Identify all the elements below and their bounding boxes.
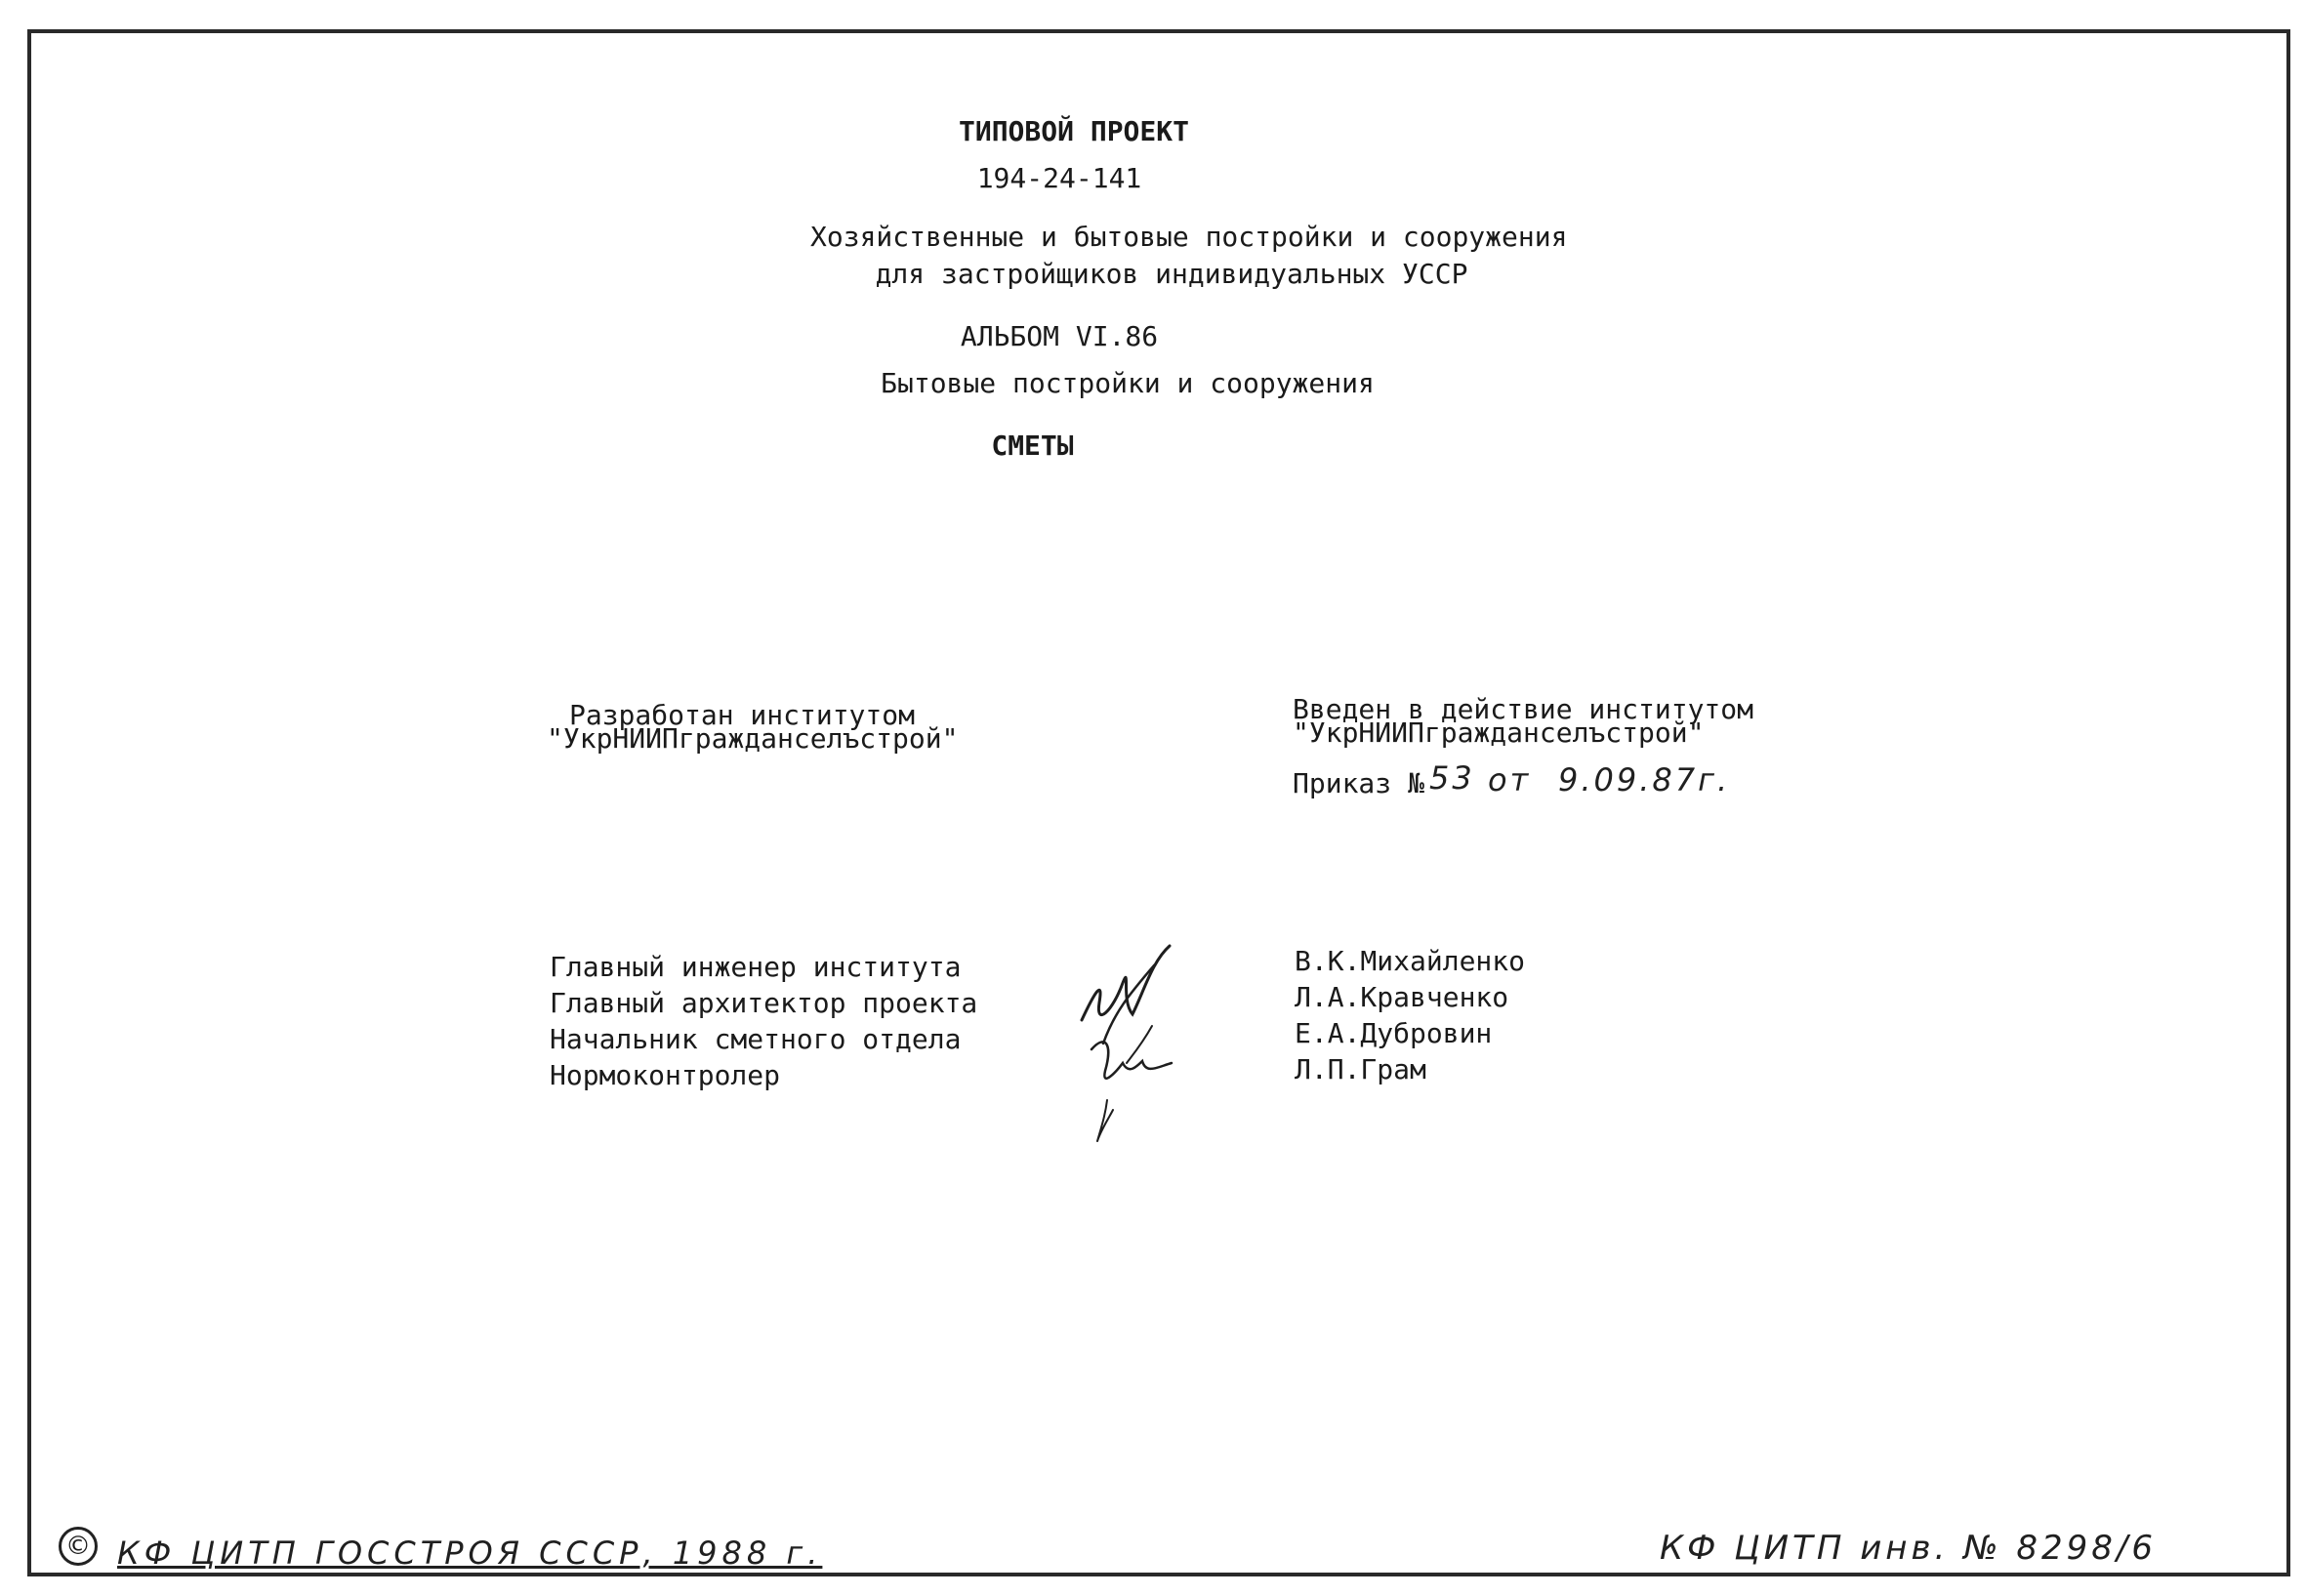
signature-estimate-head <box>1084 1020 1181 1147</box>
order-label: Приказ № <box>1293 767 1424 799</box>
developed-by-institute: "УкрНИИПгражданселъстрой" <box>547 722 959 755</box>
project-title-line1: Хозяйственные и бытовые постройки и сооружения <box>810 221 1568 253</box>
role-norm-controller: Нормоконтролер <box>550 1059 781 1091</box>
order-number: 53 <box>1429 759 1475 797</box>
album-subtitle: Бытовые постройки и сооружения <box>881 367 1375 399</box>
name-chief-engineer: В.К.Михайленко <box>1295 945 1526 977</box>
order-from: от <box>1488 761 1532 798</box>
role-chief-architect: Главный архитектор проекта <box>550 987 978 1019</box>
copyright-icon: © <box>59 1527 98 1566</box>
enacted-by-label: Введен в действие институтом <box>1293 693 1754 725</box>
copyright-text: КФ ЦИТП ГОССТРОЯ СССР, 1988 г. <box>117 1535 823 1572</box>
role-chief-engineer: Главный инженер института <box>550 951 962 983</box>
enacted-by-institute: "УкрНИИПгражданселъстрой" <box>1293 716 1705 749</box>
section-title: СМЕТЫ <box>991 430 1074 462</box>
album-label: АЛЬБОМ VI.86 <box>960 320 1159 352</box>
name-chief-architect: Л.А.Кравченко <box>1295 981 1509 1013</box>
role-estimate-head: Начальник сметного отдела <box>550 1023 962 1055</box>
order-date: 9.09.87г. <box>1558 761 1731 798</box>
name-estimate-head: Е.А.Дубровин <box>1295 1017 1493 1049</box>
project-title-line2: для застройщиков индивидуальных УССР <box>875 258 1468 290</box>
project-number: 194-24-141 <box>976 162 1142 194</box>
name-norm-controller: Л.П.Грам <box>1295 1053 1426 1085</box>
inventory-number: КФ ЦИТП инв. № 8298/6 <box>1660 1529 2157 1568</box>
developed-by-label: Разработан институтом <box>568 699 915 731</box>
project-label: ТИПОВОЙ ПРОЕКТ <box>958 115 1189 147</box>
